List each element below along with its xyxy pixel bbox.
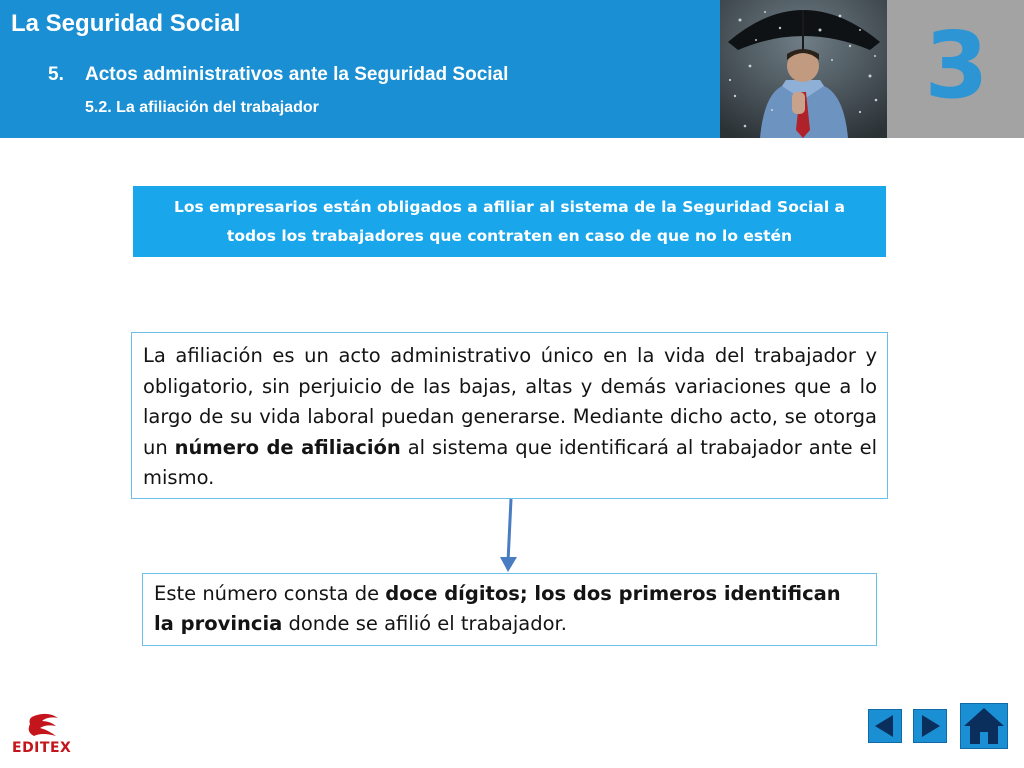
box2-text-after: donde se afilió el trabajador. [282,612,567,635]
afiliacion-explanation-box [131,332,888,499]
section-title: Actos administrativos ante la Seguridad Social [85,64,509,85]
section-heading [48,64,508,86]
box2-text-before: Este número consta de [154,582,386,605]
triangle-left-icon [869,710,901,742]
unit-number-tab [887,0,1024,138]
box1-text-before: La afiliación es un acto administrativo único en la vida del trabajador y obligatorio, sin perjuicio de las bajas, altas y demás variaciones que a lo largo de su vida laboral puedan generarse. Mediante dicho acto, se otorga un [143,344,877,459]
previous-slide-button[interactable] [868,709,902,743]
editex-logo-text: EDITEX [12,740,72,756]
house-icon [961,704,1007,748]
home-button[interactable] [960,703,1008,749]
slide-header [0,0,1024,138]
subsection-title: 5.2. La afiliación del trabajador [85,99,319,116]
header-title: La Seguridad Social [11,10,241,37]
next-slide-button[interactable] [913,709,947,743]
triangle-right-icon [914,710,946,742]
unit-number: 3 [924,12,987,119]
editex-logo-mark [12,712,78,742]
highlight-banner: Los empresarios están obligados a afiliar al sistema de la Seguridad Social a todos los trabajadores que contraten en caso de que no lo estén [133,186,886,257]
editex-logo [12,712,78,760]
header-photo-man-with-umbrella [720,0,887,138]
box1-bold-term: número de afiliación [174,435,401,459]
box1-text-after: al sistema que identificará al trabajador ante el mismo. [143,435,878,489]
numero-afiliacion-detail-box [142,573,877,646]
box2-bold-term: doce dígitos; los dos primeros identifican la provincia [154,582,841,635]
section-number: 5. [48,64,64,85]
